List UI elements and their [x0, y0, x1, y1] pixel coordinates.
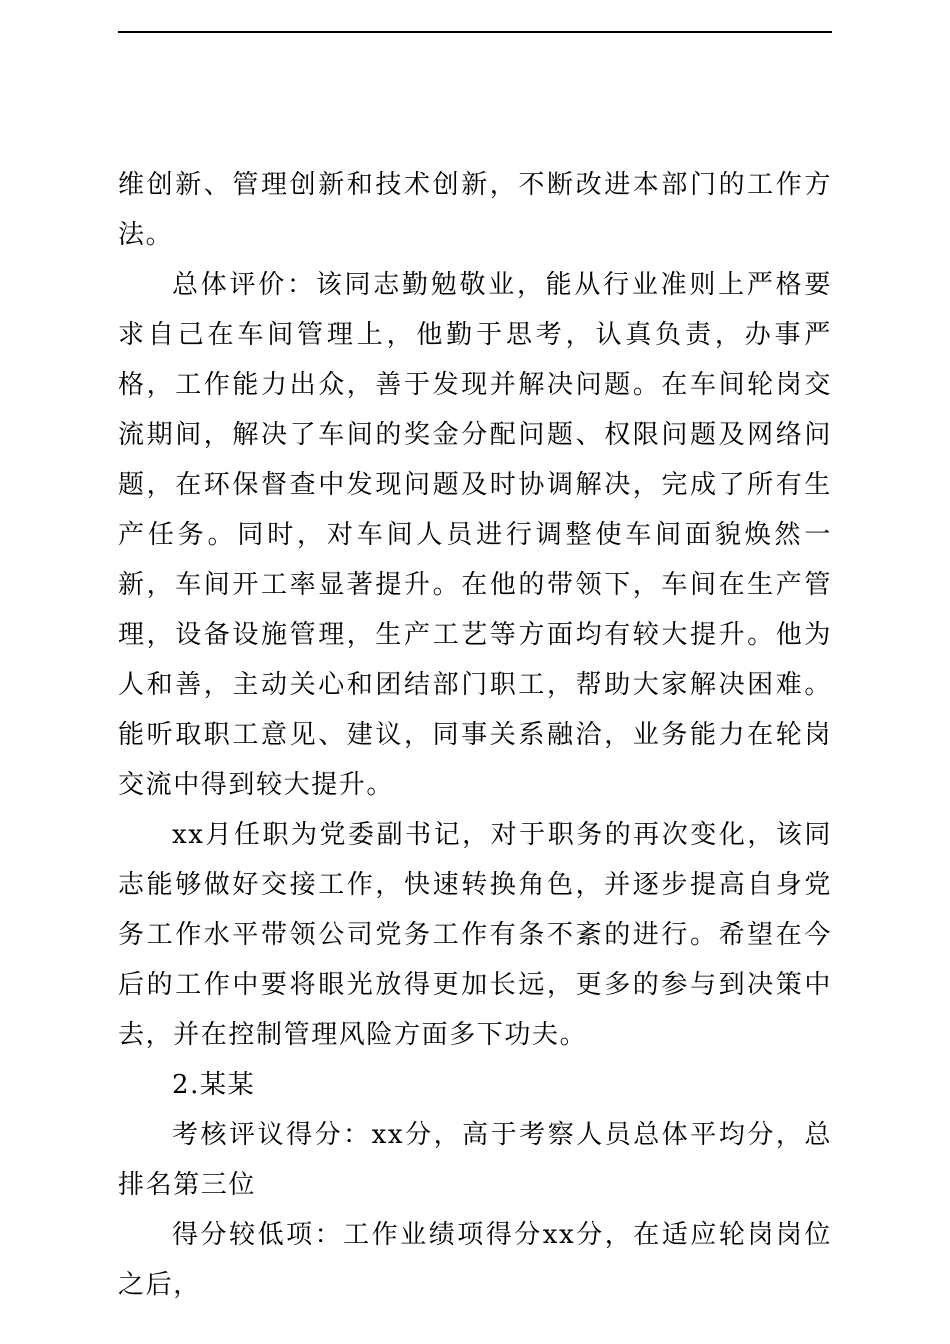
- document-body: [118, 160, 832, 1310]
- paragraph-overall-evaluation: 总体评价：该同志勤勉敬业，能从行业准则上严格要求自己在车间管理上，他勤于思考，认真负责，办事严格，工作能力出众，善于发现并解决问题。在车间轮岗交流期间，解决了车间的奖金分配问题、权限问题及网络问题，在环保督查中发现问题及时协调解决，完成了所有生产任务。同时，对车间人员进行调整使车间面貌焕然一新，车间开工率显著提升。在他的带领下，车间在生产管理，设备设施管理，生产工艺等方面均有较大提升。他为人和善，主动关心和团结部门职工，帮助大家解决困难。能听取职工意见、建议，同事关系融洽，业务能力在轮岗交流中得到较大提升。: [118, 270, 832, 800]
- paragraph-low-score: 得分较低项：工作业绩项得分xx分，在适应轮岗岗位之后，: [118, 1220, 832, 1300]
- header-rule: [118, 31, 832, 33]
- section-heading-2: 2.某某: [172, 1070, 256, 1100]
- paragraph-score: 考核评议得分：xx分，高于考察人员总体平均分，总排名第三位: [118, 1120, 832, 1200]
- paragraph-appointment: xx月任职为党委副书记，对于职务的再次变化，该同志能够做好交接工作，快速转换角色，并逐步提高自身党务工作水平带领公司党务工作有条不紊的进行。希望在今后的工作中要将眼光放得更加长远，更多的参与到决策中去，并在控制管理风险方面多下功夫。: [118, 820, 832, 1050]
- paragraph-continuation: 维创新、管理创新和技术创新，不断改进本部门的工作方法。: [118, 170, 832, 250]
